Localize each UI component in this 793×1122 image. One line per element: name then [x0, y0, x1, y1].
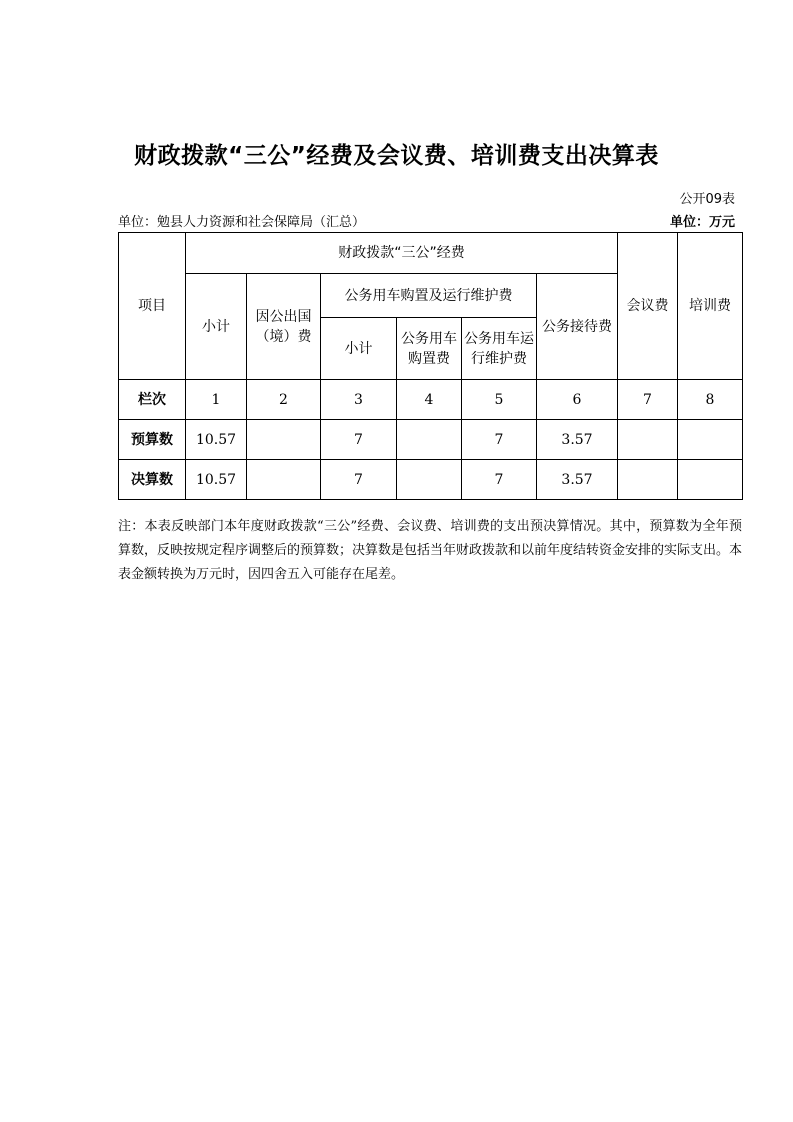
column-index-cell: 5 — [462, 380, 537, 420]
table-cell: 7 — [321, 460, 397, 500]
table-cell — [618, 420, 678, 460]
table-cell — [678, 460, 743, 500]
header-vehicle-group: 公务用车购置及运行维护费 — [321, 274, 537, 318]
column-index-cell: 7 — [618, 380, 678, 420]
table-cell: 7 — [321, 420, 397, 460]
column-index-cell: 4 — [397, 380, 462, 420]
column-index-cell: 6 — [537, 380, 618, 420]
column-index-cell: 2 — [247, 380, 321, 420]
header-vehicle-subtotal: 小计 — [321, 318, 397, 380]
table-cell: 10.57 — [186, 420, 247, 460]
reporting-unit: 单位：勉县人力资源和社会保障局（汇总） — [118, 215, 366, 230]
header-abroad: 因公出国（境）费 — [247, 274, 321, 380]
table-cell — [397, 420, 462, 460]
column-index-cell: 3 — [321, 380, 397, 420]
table-row-budget — [119, 420, 743, 460]
table-cell — [618, 460, 678, 500]
table-cell: 3.57 — [537, 460, 618, 500]
header-training: 培训费 — [678, 233, 743, 380]
table-cell — [247, 420, 321, 460]
row-label: 决算数 — [119, 460, 186, 500]
page-title: 财政拨款“三公”经费及会议费、培训费支出决算表 — [134, 143, 659, 169]
row-label: 预算数 — [119, 420, 186, 460]
table-cell: 7 — [462, 460, 537, 500]
table-cell: 3.57 — [537, 420, 618, 460]
table-cell: 7 — [462, 420, 537, 460]
header-vehicle-purchase: 公务用车购置费 — [397, 318, 462, 380]
header-vehicle-operation: 公务用车运行维护费 — [462, 318, 537, 380]
currency-unit: 单位：万元 — [669, 215, 735, 230]
header-meeting: 会议费 — [618, 233, 678, 380]
header-three-public-group: 财政拨款“三公”经费 — [186, 233, 618, 274]
column-index-label: 栏次 — [119, 380, 186, 420]
expenditure-table — [118, 232, 743, 500]
header-reception: 公务接待费 — [537, 274, 618, 380]
header-item: 项目 — [119, 233, 186, 380]
column-index-row — [119, 380, 743, 420]
column-index-cell: 1 — [186, 380, 247, 420]
header-subtotal: 小计 — [186, 274, 247, 380]
column-index-cell: 8 — [678, 380, 743, 420]
table-cell: 10.57 — [186, 460, 247, 500]
form-code: 公开09表 — [679, 192, 735, 207]
footnote: 注：本表反映部门本年度财政拨款“三公”经费、会议费、培训费的支出预决算情况。其中，预算数为全年预算数，反映按规定程序调整后的预算数；决算数是包括当年财政拨款和以前年度结转资金安排的实际支出。本表金额转换为万元时，因四舍五入可能存在尾差。 — [118, 519, 743, 582]
table-cell — [247, 460, 321, 500]
table-cell — [678, 420, 743, 460]
table-cell — [397, 460, 462, 500]
table-row-actual — [119, 460, 743, 500]
